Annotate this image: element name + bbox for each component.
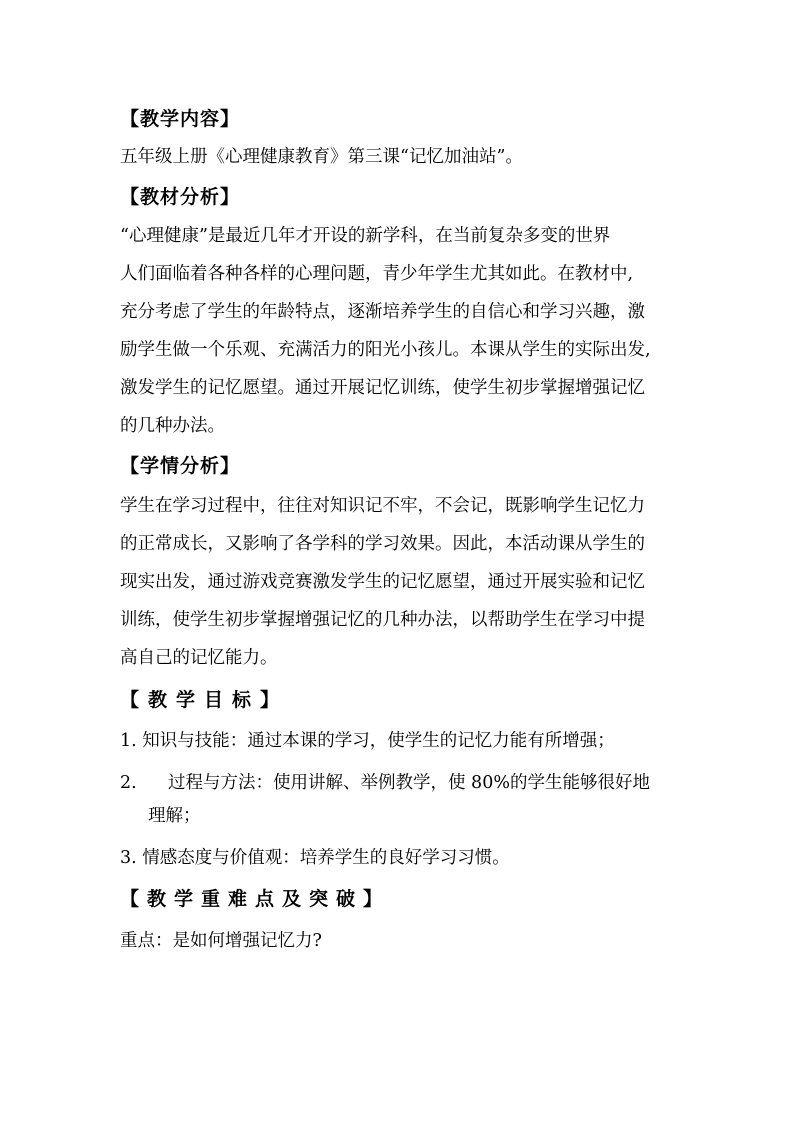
section-heading-key-points: 【教学重难点及突破】 [120,888,391,910]
paragraph-line: 充分考虑了学生的年龄特点，逐渐培养学生的自信心和学习兴趣，激 [120,302,645,322]
section-heading-student-analysis: 【学情分析】 [120,455,241,477]
paragraph-line: 激发学生的记忆愿望。通过开展记忆训练，使学生初步掌握增强记忆 [120,378,645,398]
list-item [120,767,680,833]
paragraph-line: “心理健康”是最近几年才开设的新学科，在当前复杂多变的世界 [120,226,611,246]
list-item [120,721,680,761]
paragraph-line: 励学生做一个乐观、充满活力的阳光小孩儿。本课从学生的实际出发, [120,340,651,360]
paragraph-line: 重点：是如何增强记忆力? [120,931,322,951]
list-item-number: 1. [120,731,137,751]
list-item [120,838,680,878]
paragraph-line: 人们面临着各种各样的心理问题，青少年学生尤其如此。在教材中, [120,264,634,284]
section-heading-teaching-goals: 【教学目标】 [120,689,289,711]
list-item-continuation: 理解； [148,806,201,826]
list-item-text: 情感态度与价值观：培养学生的良好学习习惯。 [142,848,510,868]
paragraph-line: 高自己的记忆能力。 [120,648,278,668]
paragraph-line: 的正常成长，又影响了各学科的学习效果。因此，本活动课从学生的 [120,534,645,554]
section-heading-textbook-analysis: 【教材分析】 [120,186,241,208]
list-item-text: 知识与技能：通过本课的学习，使学生的记忆力能有所增强； [142,731,615,751]
paragraph-textbook-analysis [120,217,680,445]
paragraph-line: 学生在学习过程中，往往对知识记不牢，不会记，既影响学生记忆力 [120,496,645,516]
paragraph-line: 现实出发，通过游戏竞赛激发学生的记忆愿望，通过开展实验和记忆 [120,572,645,592]
paragraph-line: 五年级上册《心理健康教育》第三课“记忆加油站”。 [120,147,523,167]
paragraph-line: 训练，使学生初步掌握增强记忆的几种办法，以帮助学生在学习中提 [120,610,645,630]
list-item-number: 2. [120,773,137,793]
list-item-number: 3. [120,848,137,868]
goals-list [120,721,680,878]
section-heading-teaching-content: 【教学内容】 [120,108,241,130]
list-item-text: 过程与方法：使用讲解、举例教学，使 80%的学生能够很好地 [168,773,650,793]
document-body [120,100,680,960]
paragraph-student-analysis [120,487,680,677]
paragraph-line: 的几种办法。 [120,416,225,436]
